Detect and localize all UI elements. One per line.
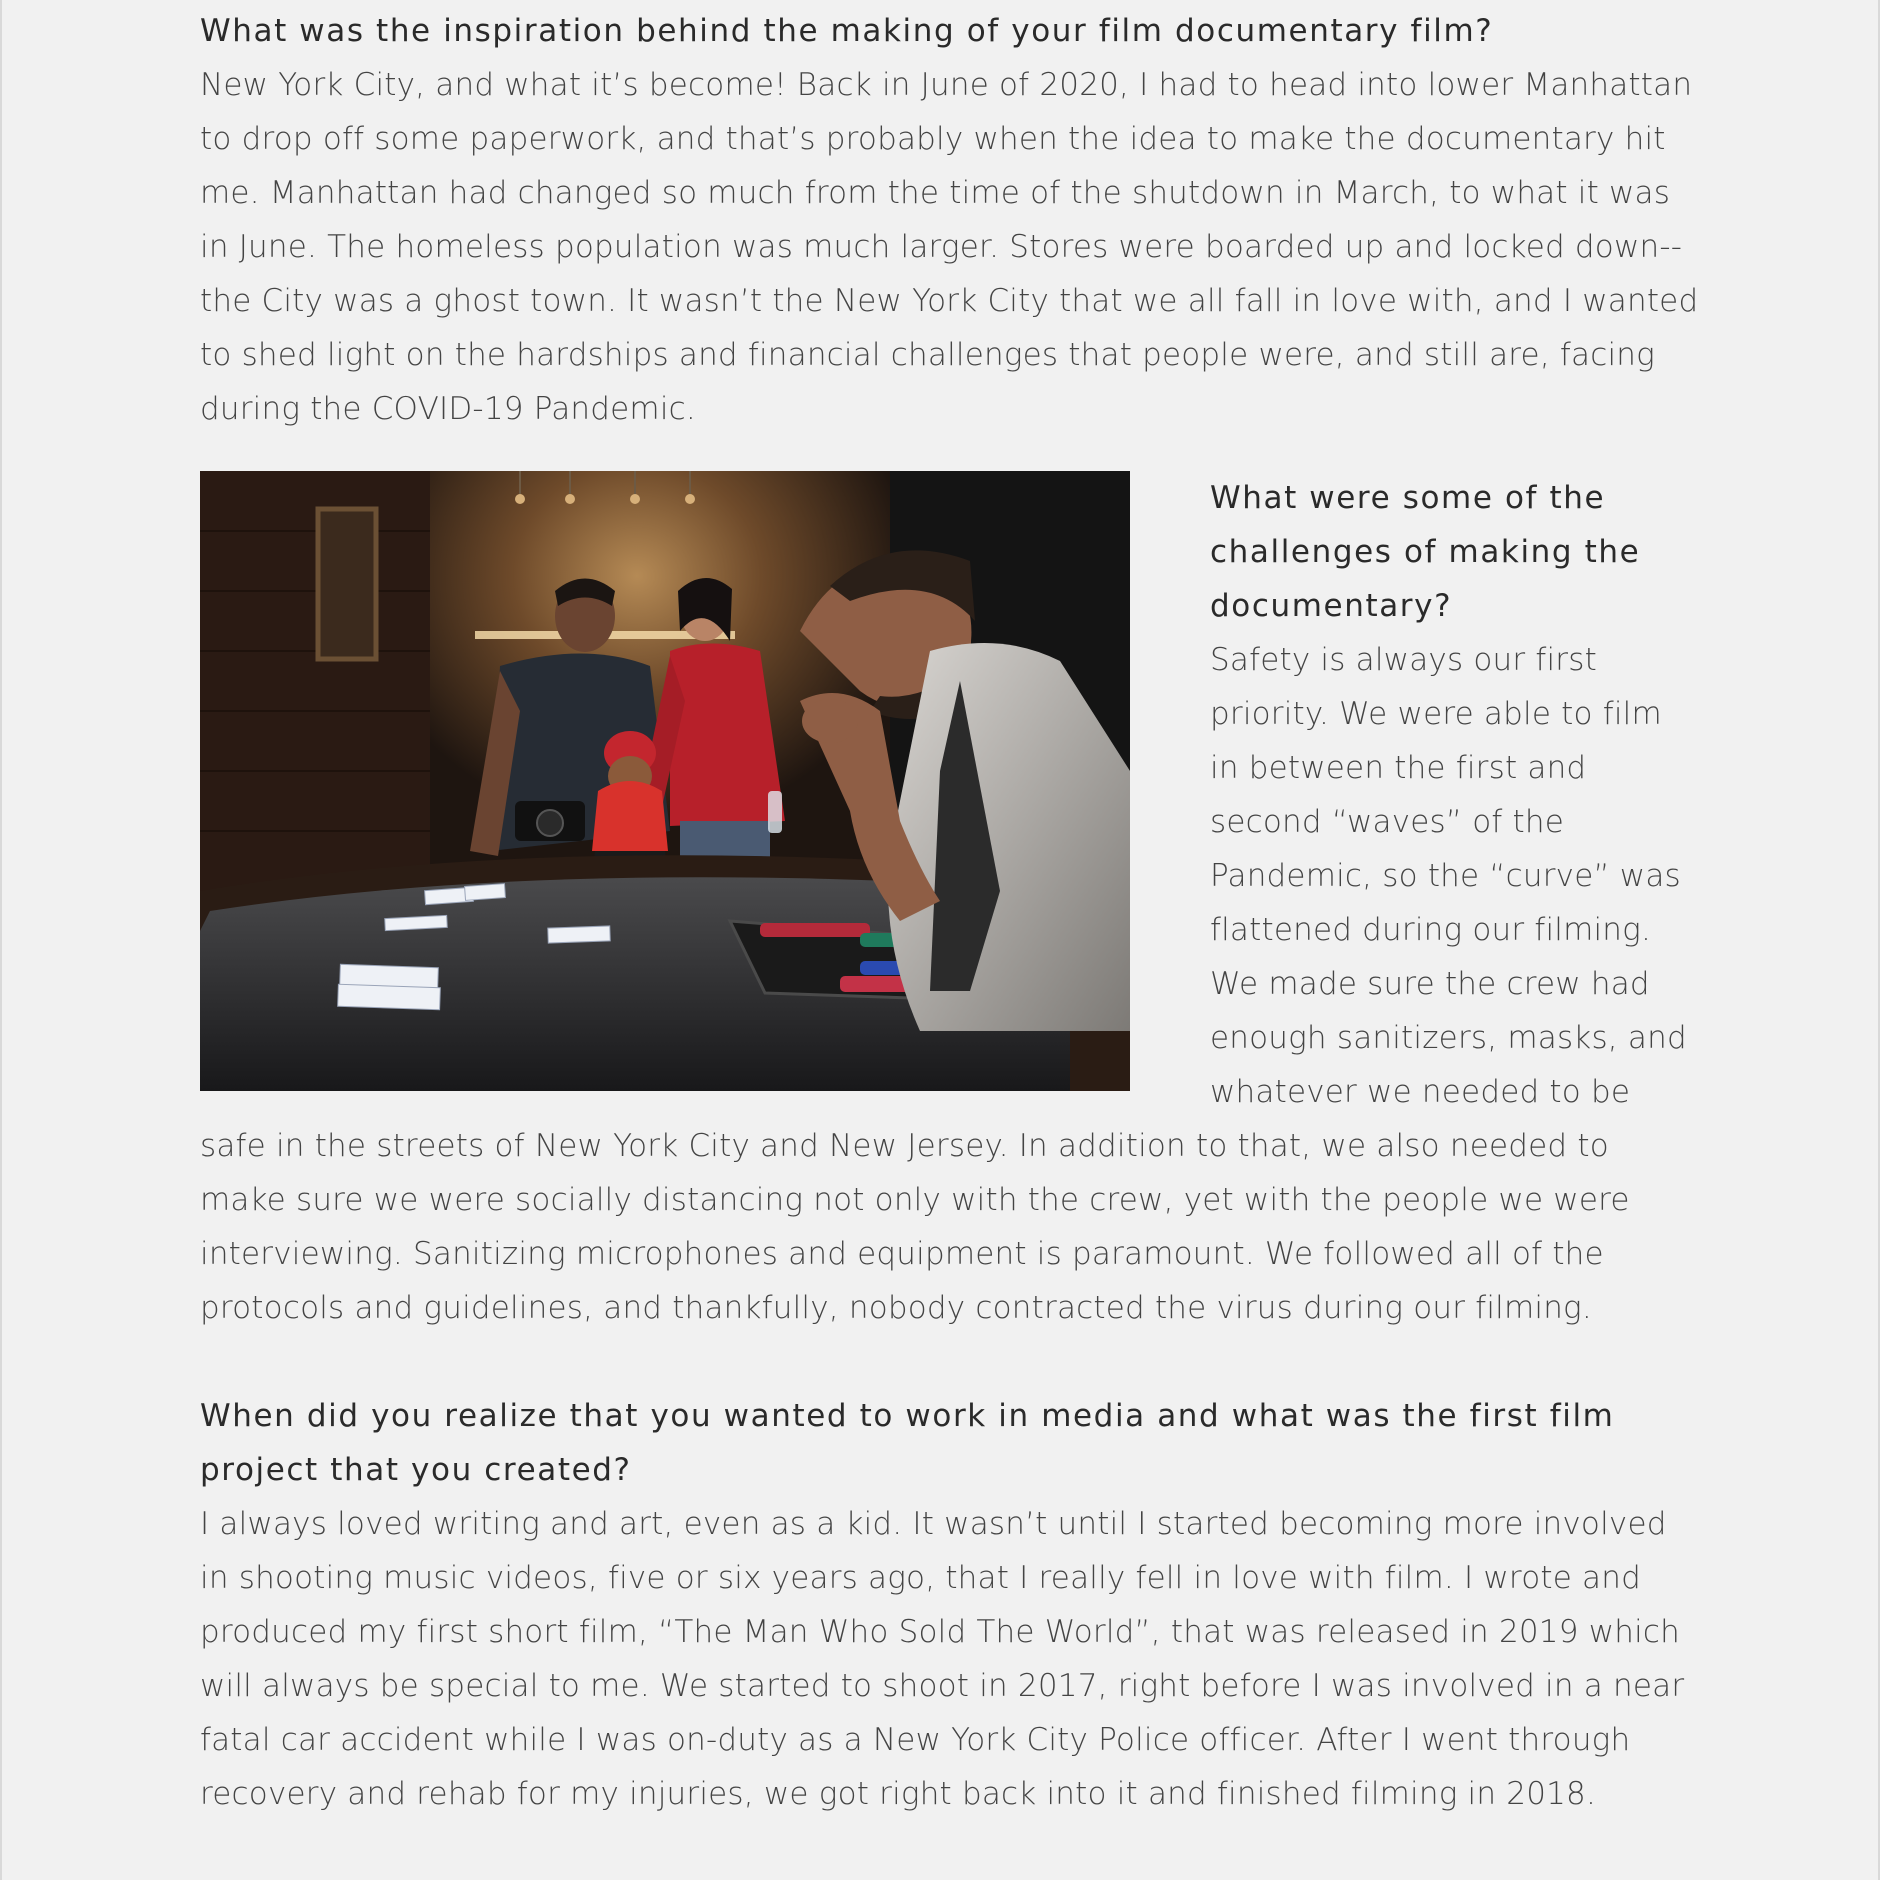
answer-challenges: Safety is always our first priority. We were able to film in between the first and second “waves” of the Pandemic, so the “curve” was flattened during our filming. We made sure the crew had enough sanitizers, masks, and whatever we needed to be safe in the streets of New York City and New Jersey. In addition to that, we also needed to make sure we were socially distancing not only with the crew, yet with the people we were interviewing. Sanitizing microphones and equipment is paramount. We followed all of the protocols and guidelines, and thankfully, nobody contracted the virus during our filming. — [200, 642, 1687, 1326]
answer-inspiration: New York City, and what it’s become! Back in June of 2020, I had to head into lower Manhattan to drop off some paperwork, and that’s probably when the idea to make the documentary hit me. Manhattan had changed so much from the time of the shutdown in March, to what it was in June. The homeless population was much larger. Stores were boarded up and locked down--the City was a ghost town. It wasn’t the New York City that we all fall in love with, and I wanted to shed light on the hardships and financial challenges that people were, and still are, facing during the COVID-19 Pandemic. — [200, 67, 1699, 427]
question-inspiration: What was the inspiration behind the making of your film documentary film? — [200, 13, 1494, 49]
film-set-photo — [200, 471, 1130, 1091]
question-challenges: What were some of the challenges of making the documentary? — [1210, 480, 1641, 624]
page-left-border — [0, 0, 2, 1880]
question-first-project: When did you realize that you wanted to work in media and what was the first film project that you created? — [200, 1398, 1615, 1488]
section-spacer — [200, 1335, 1700, 1389]
interview-article — [200, 4, 1700, 1821]
answer-first-project: I always loved writing and art, even as a kid. It wasn’t until I started becoming more involved in shooting music videos, five or six years ago, that I really fell in love with film. I wrote and produced my first short film, “The Man Who Sold The World”, that was released in 2019 which will always be special to me. We started to shoot in 2017, right before I was involved in a near fatal car accident while I was on-duty as a New York City Police officer. After I went through recovery and rehab for my injuries, we got right back into it and finished filming in 2018. — [200, 1506, 1685, 1812]
film-set-photo-illustration — [200, 471, 1130, 1091]
